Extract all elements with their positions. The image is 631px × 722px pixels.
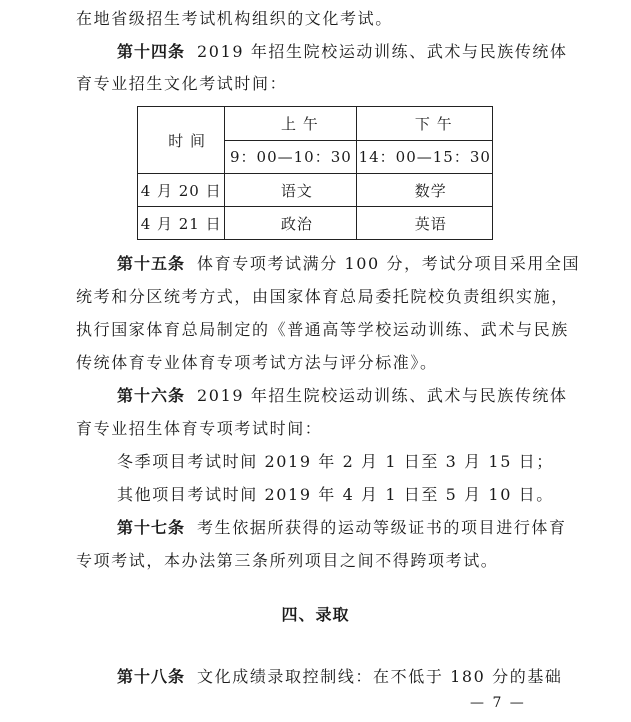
- afternoon-subject-cell: 数学: [357, 174, 493, 207]
- afternoon-time-cell: 14：00—15：30: [357, 140, 493, 174]
- table-row: [138, 207, 493, 240]
- article-17-text-1: 考生依据所获得的运动等级证书的项目进行体育: [197, 518, 567, 537]
- morning-time-cell: 9：00—10：30: [225, 140, 357, 174]
- article-16-text-2: 育专业招生体育专项考试时间：: [76, 419, 323, 438]
- article-16-line-4: [117, 484, 554, 506]
- article-18-label: 第十八条: [117, 667, 186, 686]
- article-15-line-1: [117, 253, 580, 275]
- article-16-line-2: [76, 418, 322, 440]
- article-17-line-2: [76, 550, 498, 572]
- section-heading: 四、录取: [281, 605, 350, 624]
- article-18-line-1: [117, 666, 563, 688]
- continued-text: 在地省级招生考试机构组织的文化考试。: [76, 9, 393, 28]
- article-16-text-4: 其他项目考试时间 2019 年 4 月 1 日至 5 月 10 日。: [117, 485, 554, 504]
- article-16-line-3: [117, 451, 554, 473]
- article-17-line-1: [117, 517, 567, 539]
- page-number: — 7 —: [470, 695, 526, 711]
- article-15-line-2: [76, 286, 569, 308]
- morning-subject-cell: 语文: [225, 174, 357, 207]
- article-16-text-3: 冬季项目考试时间 2019 年 2 月 1 日至 3 月 15 日；: [117, 452, 554, 471]
- article-16-text-1: 2019 年招生院校运动训练、武术与民族传统体: [197, 386, 568, 405]
- article-14-line-2: [76, 73, 287, 95]
- article-14-text-2: 育专业招生文化考试时间：: [76, 74, 288, 93]
- article-15-text-4: 传统体育专业体育专项考试方法与评分标准》。: [76, 353, 438, 372]
- article-15-text-1: 体育专项考试满分 100 分，考试分项目采用全国: [197, 254, 581, 273]
- article-18-text-1: 文化成绩录取控制线：在不低于 180 分的基础: [197, 667, 563, 686]
- continued-line: [76, 8, 393, 30]
- article-14-label: 第十四条: [117, 42, 186, 61]
- header-morning-cell: 上 午: [225, 107, 357, 141]
- article-14-line-1: [117, 41, 568, 63]
- afternoon-subject-cell: 英语: [357, 207, 493, 240]
- table-row: [138, 107, 493, 141]
- article-16-label: 第十六条: [117, 386, 186, 405]
- culture-exam-schedule-table: [137, 106, 493, 240]
- article-16-line-1: [117, 385, 568, 407]
- header-time-cell: 时 间: [138, 107, 225, 174]
- article-15-text-2: 统考和分区统考方式，由国家体育总局委托院校负责组织实施，: [76, 287, 569, 306]
- article-15-label: 第十五条: [117, 254, 186, 273]
- article-17-label: 第十七条: [117, 518, 186, 537]
- article-15-text-3: 执行国家体育总局制定的《普通高等学校运动训练、武术与民族: [76, 320, 569, 339]
- article-15-line-4: [76, 352, 438, 374]
- article-14-text-1: 2019 年招生院校运动训练、武术与民族传统体: [197, 42, 568, 61]
- date-cell: 4 月 21 日: [138, 207, 225, 240]
- table-row: [138, 174, 493, 207]
- morning-subject-cell: 政治: [225, 207, 357, 240]
- article-17-text-2: 专项考试，本办法第三条所列项目之间不得跨项考试。: [76, 551, 499, 570]
- header-afternoon-cell: 下 午: [357, 107, 493, 141]
- date-cell: 4 月 20 日: [138, 174, 225, 207]
- article-15-line-3: [76, 319, 569, 341]
